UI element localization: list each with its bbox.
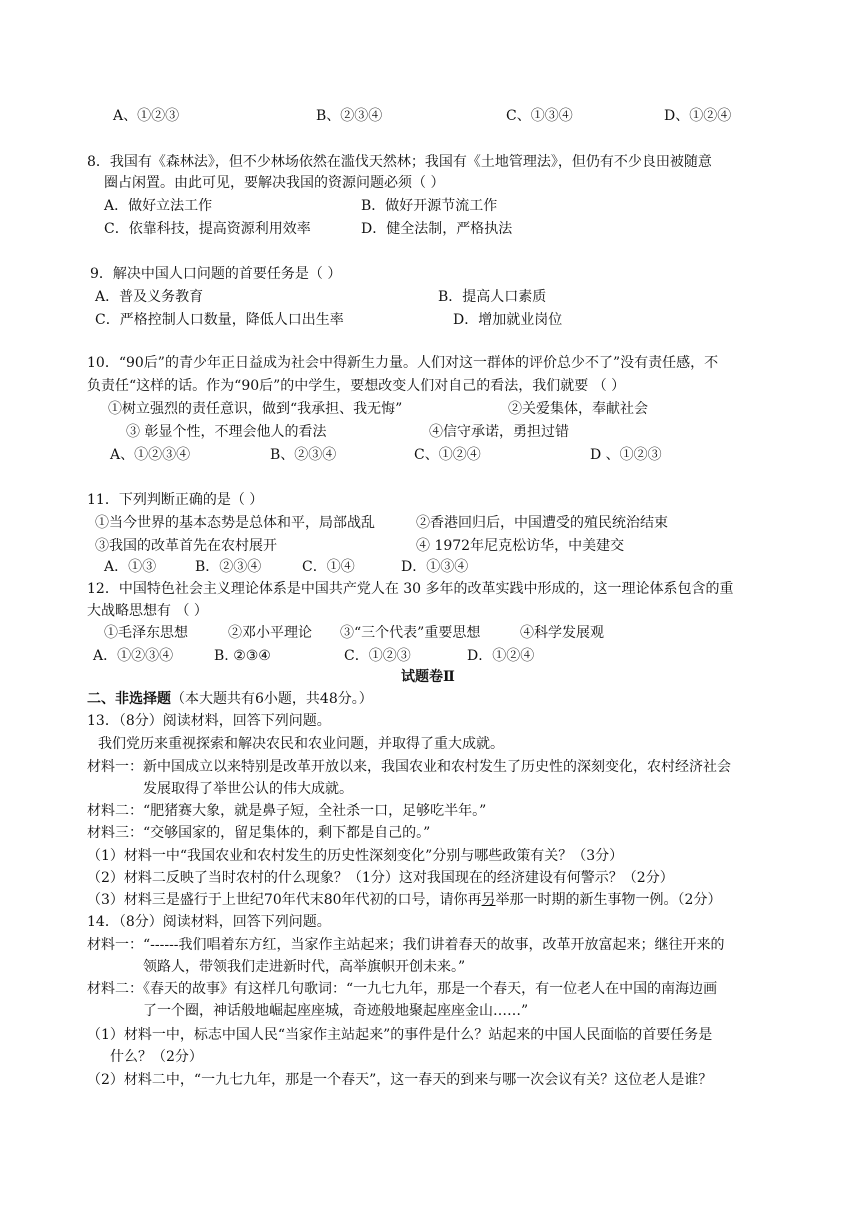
q11-stem: 11．下列判断正确的是（ ） [87, 492, 264, 508]
q9-option-c: C．严格控制人口数量，降低人口出生率 [95, 312, 344, 328]
q13-material3: 材料三：“交够国家的，留足集体的，剩下都是自己的。” [87, 825, 431, 841]
q12-option-c: C．①②③ [344, 648, 411, 664]
q12-option-a: A．①②③④ [93, 648, 174, 664]
q12-stem-line1: 12．中国特色社会主义理论体系是中国共产党人在 30 多年的改革实践中形成的，这一理论体系包含的重 [87, 581, 734, 597]
section-heading-note: （本大题共有6小题，共48分。） [171, 691, 373, 707]
q14-material2-line1: 材料二：《春天的故事》有这样几句歌词：“一九七九年，那是一个春天，有一位老人在中国的南海边画 [87, 981, 718, 997]
q13-sub3-part1: （3）材料三是盛行于上世纪70年代末80年代初的口号，请你再 [87, 892, 482, 908]
q11-item-1: ①当今世界的基本态势是总体和平，局部战乱 [95, 515, 375, 531]
q12-item-2: ②邓小平理论 [228, 625, 312, 641]
q13-sub3 [87, 890, 721, 910]
q12-item-4: ④科学发展观 [520, 625, 604, 641]
q13-intro: 我们党历来重视探索和解决农民和农业问题，并取得了重大成就。 [98, 736, 504, 752]
q11-option-b: B．②③④ [195, 559, 262, 575]
q10-stem-line1: 10．“90后”的青少年正日益成为社会中得新生力量。人们对这一群体的评价总少不了”没有责任感，不 [87, 355, 719, 371]
q11-option-c: C．①④ [302, 559, 355, 575]
q14-sub1-line2: 什么？（2分） [110, 1049, 203, 1065]
q13-sub1: （1）材料一中“我国农业和农村发生的历史性深刻变化”分别与哪些政策有关？（3分） [87, 848, 624, 864]
q11-item-4: ④ 1972年尼克松访华，中美建交 [416, 538, 625, 554]
q12-stem-line2: 大战略思想有 （ ） [87, 603, 208, 619]
q9-stem: 9．解决中国人口问题的首要任务是（ ） [90, 266, 342, 282]
q13-sub2: （2）材料二反映了当时农村的什么现象？（1分）这对我国现在的经济建设有何警示？（2分） [87, 870, 674, 886]
q11-item-2: ②香港回归后，中国遭受的殖民统治结束 [416, 515, 668, 531]
q13-material1-line2: 发展取得了举世公认的伟大成就。 [143, 781, 353, 797]
q7-option-d: D、①②④ [664, 108, 732, 124]
q7-option-b: B、②③④ [316, 108, 383, 124]
q10-item-3: ③ 彰显个性，不理会他人的看法 [126, 424, 327, 440]
q13-stem: 13．（8分）阅读材料，回答下列问题。 [87, 713, 331, 729]
q9-option-a: A．普及义务教育 [95, 289, 204, 305]
q13-sub3-part2: 举那一时期的新生事物一例。（2分） [495, 892, 722, 908]
q14-material1-line1: 材料一：“------我们唱着东方红，当家作主站起来；我们讲着春天的故事，改革开放富起来；继往开来的 [87, 937, 725, 953]
q9-option-d: D．增加就业岗位 [453, 312, 563, 328]
q7-option-a: A、①②③ [113, 108, 180, 124]
q8-option-a: A．做好立法工作 [104, 198, 213, 214]
q8-stem-line1: 8．我国有《森林法》，但不少林场依然在滥伐天然林；我国有《土地管理法》，但仍有不少良田被随意 [87, 154, 712, 170]
q10-stem-line2: 负责任“这样的话。作为“90后”的中学生，要想改变人们对自己的看法，我们就要 （ ） [87, 378, 626, 394]
q14-stem: 14．（8分）阅读材料，回答下列问题。 [87, 914, 331, 930]
q12-item-3: ③“三个代表”重要思想 [340, 625, 481, 641]
q8-option-b: B．做好开源节流工作 [361, 198, 498, 214]
q12-option-d: D．①②④ [467, 648, 535, 664]
q10-option-b: B、②③④ [270, 447, 337, 463]
q10-option-c: C、①②④ [414, 447, 481, 463]
q13-material2: 材料二：“肥猪赛大象，就是鼻子短，全社杀一口，足够吃半年。” [87, 803, 487, 819]
paper-title: 试题卷Ⅱ [401, 669, 455, 685]
q14-material2-line2: 了一个圈，神话般地崛起座座城，奇迹般地聚起座座金山……” [143, 1003, 529, 1019]
q10-item-1: ①树立强烈的责任意识，做到“我承担、我无悔” [108, 401, 403, 417]
q10-item-2: ②关爱集体，奉献社会 [508, 401, 648, 417]
section-heading [87, 689, 373, 709]
q12-option-b: B. ②③④ [214, 648, 271, 664]
q11-option-a: A．①③ [104, 559, 157, 575]
q12-item-1: ①毛泽东思想 [104, 625, 188, 641]
q13-material1-line1: 材料一：新中国成立以来特别是改革开放以来，我国农业和农村发生了历史性的深刻变化，农村经济社会 [87, 759, 731, 775]
q7-option-c: C、①③④ [506, 108, 573, 124]
q9-option-b: B．提高人口素质 [438, 289, 547, 305]
q8-stem-line2: 圈占闲置。由此可见，要解决我国的资源问题必须（ ） [104, 175, 445, 191]
q10-option-a: A、①②③④ [110, 447, 191, 463]
q11-item-3: ③我国的改革首先在农村展开 [95, 538, 277, 554]
q14-material1-line2: 领路人，带领我们走进新时代，高举旗帜开创未来。” [143, 959, 466, 975]
section-heading-label: 二、非选择题 [87, 691, 171, 707]
q14-sub2: （2）材料二中，“一九七九年，那是一个春天”，这一春天的到来与哪一次会议有关？这位老人是谁？ [87, 1072, 713, 1088]
q14-sub1-line1: （1）材料一中，标志中国人民“当家作主站起来”的事件是什么？站起来的中国人民面临的首要任务是 [87, 1027, 713, 1043]
q11-option-d: D．①③④ [401, 559, 469, 575]
q10-option-d: D 、①②③ [590, 447, 662, 463]
q8-option-d: D．健全法制，严格执法 [361, 221, 513, 237]
q10-item-4: ④信守承诺，勇担过错 [429, 424, 569, 440]
q13-sub3-underlined: 另 [481, 892, 496, 908]
q8-option-c: C．依靠科技，提高资源利用效率 [104, 221, 311, 237]
